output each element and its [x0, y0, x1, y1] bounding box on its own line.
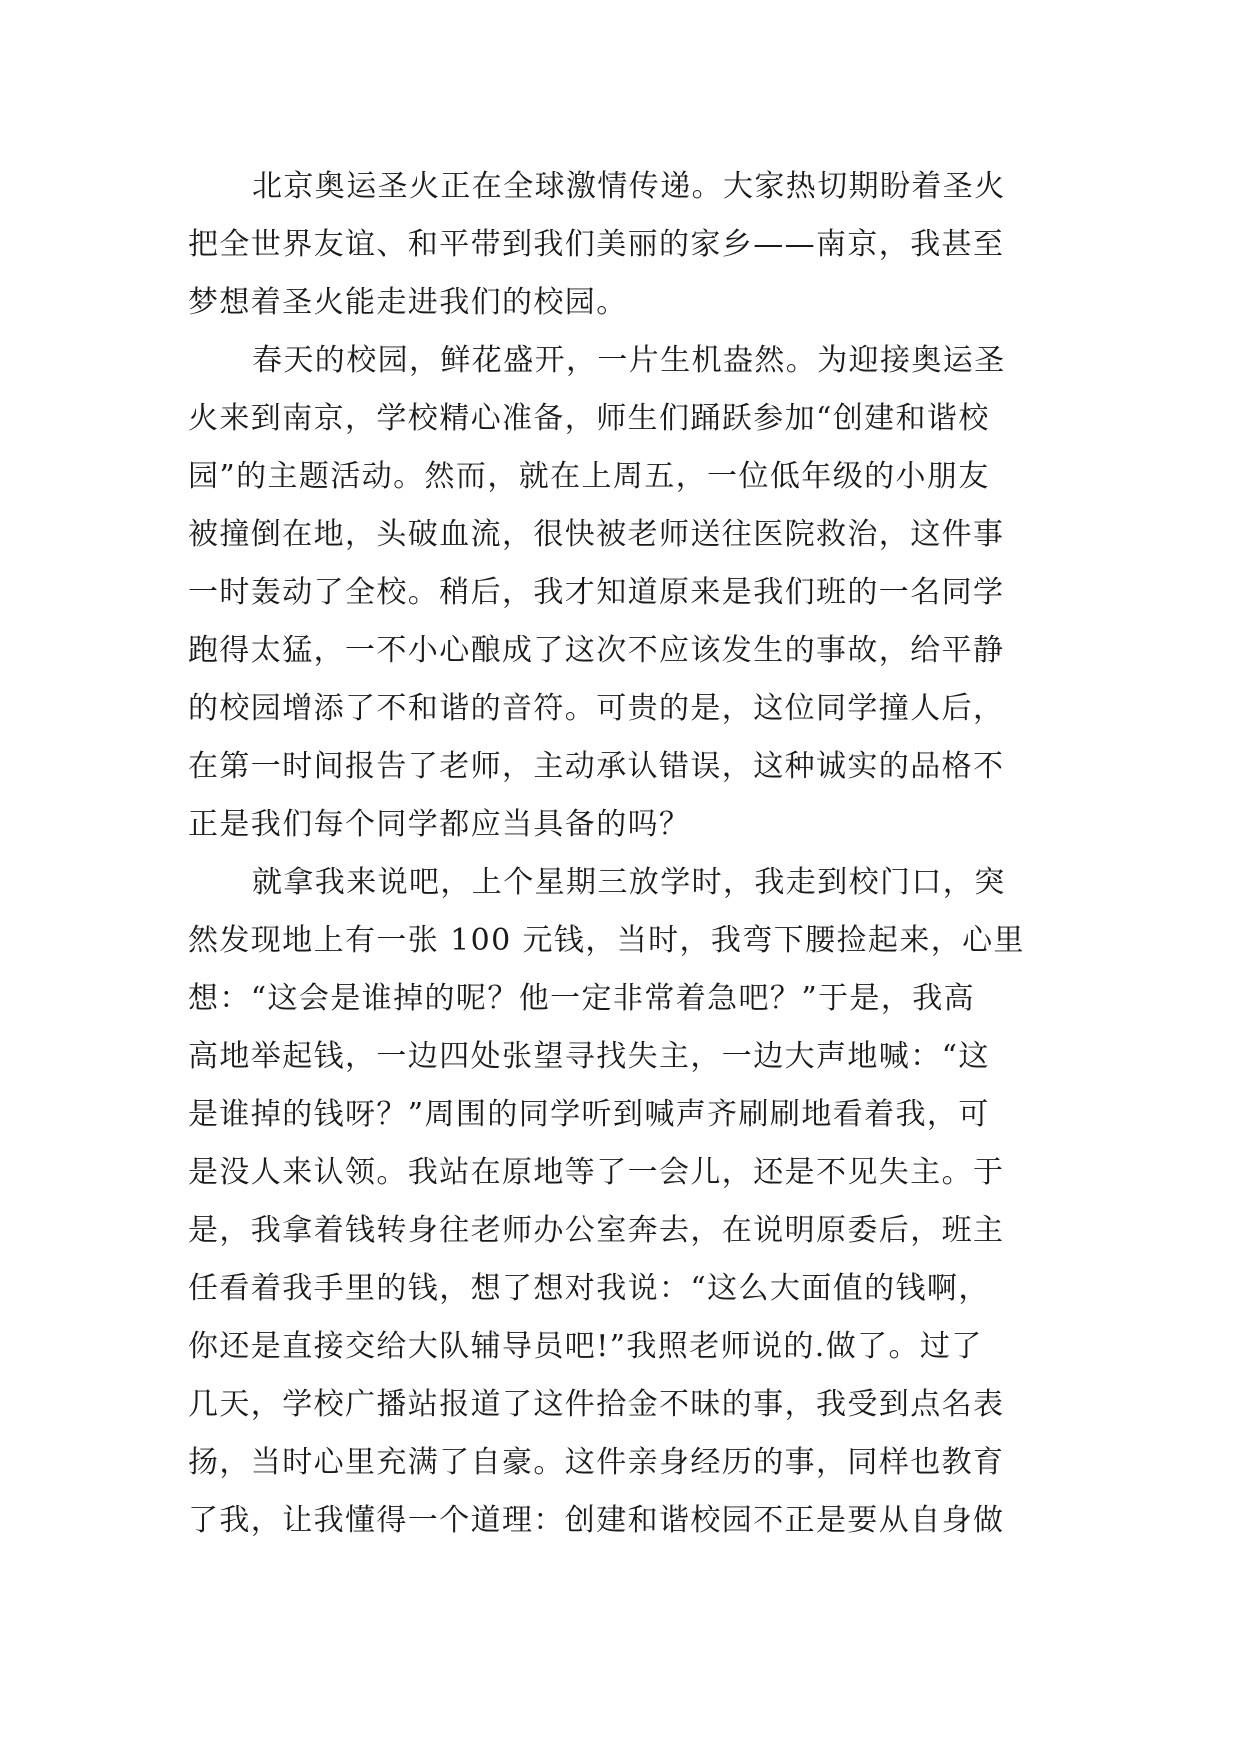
paragraph-3-line-5: 是谁掉的钱呀？”周围的同学听到喊声齐刷刷地看着我，可	[188, 1097, 990, 1132]
paragraph-2-line-8: 在第一时间报告了老师，主动承认错误，这种诚实的品格不	[188, 749, 1005, 784]
paragraph-1-line-3: 梦想着圣火能走进我们的校园。	[188, 285, 628, 320]
paragraph-3-line-6: 是没人来认领。我站在原地等了一会儿，还是不见失主。于	[188, 1155, 1005, 1190]
paragraph-3-line-8: 任看着我手里的钱，想了想对我说：“这么大面值的钱啊，	[188, 1271, 990, 1306]
paragraph-2-line-1: 春天的校园，鲜花盛开，一片生机盎然。为迎接奥运圣	[252, 343, 1006, 378]
paragraph-3-line-10: 几天，学校广播站报道了这件拾金不昧的事，我受到点名表	[188, 1387, 1005, 1422]
paragraph-3-line-9: 你还是直接交给大队辅导员吧!”我照老师说的.做了。过了	[188, 1329, 983, 1364]
document-body	[188, 158, 1068, 1550]
paragraph-1-line-1: 北京奥运圣火正在全球激情传递。大家热切期盼着圣火	[252, 169, 1006, 204]
paragraph-2-line-2: 火来到南京，学校精心准备，师生们踊跃参加“创建和谐校	[188, 401, 990, 436]
paragraph-2-line-9: 正是我们每个同学都应当具备的吗？	[188, 807, 691, 842]
paragraph-2-line-3: 园”的主题活动。然而，就在上周五，一位低年级的小朋友	[188, 459, 990, 494]
paragraph-2-line-6: 跑得太猛，一不小心酿成了这次不应该发生的事故，给平静	[188, 633, 1005, 668]
paragraph-2-line-4: 被撞倒在地，头破血流，很快被老师送往医院救治，这件事	[188, 517, 1005, 552]
paragraph-3-line-3: 想：“这会是谁掉的呢？他一定非常着急吧？”于是，我高	[188, 981, 976, 1016]
paragraph-1-line-2: 把全世界友谊、和平带到我们美丽的家乡——南京，我甚至	[188, 227, 1005, 262]
paragraph-3-line-2: 然发现地上有一张 100 元钱，当时，我弯下腰捡起来，心里	[188, 923, 1025, 958]
paragraph-3-line-4: 高地举起钱，一边四处张望寻找失主，一边大声地喊：“这	[188, 1039, 990, 1074]
paragraph-2-line-5: 一时轰动了全校。稍后，我才知道原来是我们班的一名同学	[188, 575, 1005, 610]
paragraph-3-line-7: 是，我拿着钱转身往老师办公室奔去，在说明原委后，班主	[188, 1213, 1005, 1248]
paragraph-3-line-1: 就拿我来说吧，上个星期三放学时，我走到校门口，突	[252, 865, 1006, 900]
paragraph-3-line-11: 扬，当时心里充满了自豪。这件亲身经历的事，同样也教育	[188, 1445, 1005, 1480]
paragraph-3-line-12: 了我，让我懂得一个道理：创建和谐校园不正是要从自身做	[188, 1503, 1005, 1538]
paragraph-2-line-7: 的校园增添了不和谐的音符。可贵的是，这位同学撞人后，	[188, 691, 1005, 726]
